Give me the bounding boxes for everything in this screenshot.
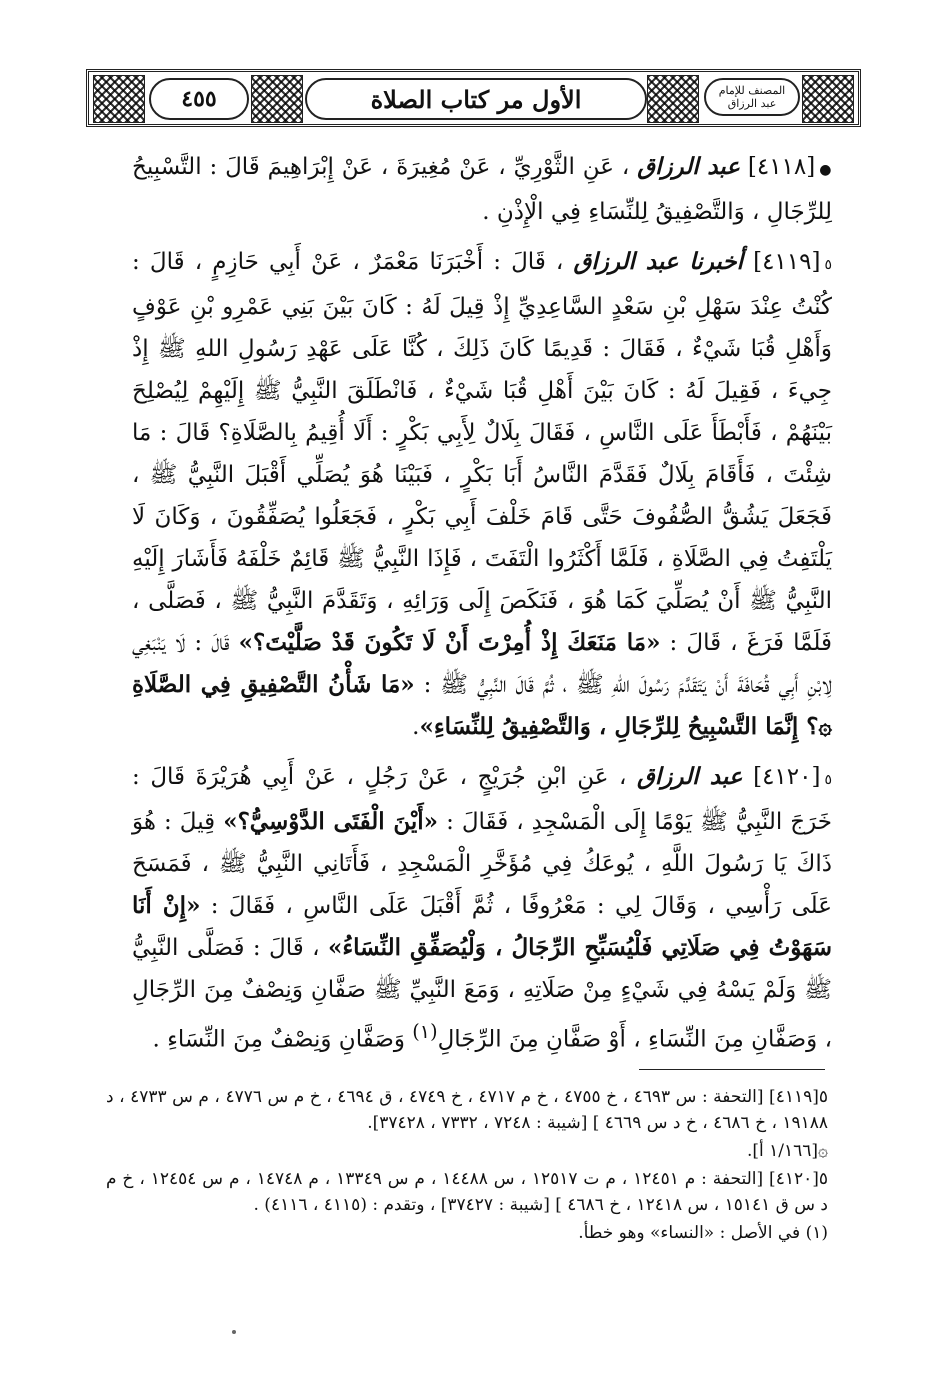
entry-marker: ٥ — [824, 257, 832, 273]
entry-text: قَالَ : لَا يَنْبَغِي لِابْنِ أَبِي قُحَافَةَ أَنْ يَتَقَدَّمَ رَسُولَ اللهِ ﷺ ، ثُمَّ قَالَ النَّبِيُّ ﷺ : — [132, 630, 832, 698]
footnote-divider — [639, 1069, 825, 1070]
entry-number: [٤١١٩] — [753, 249, 821, 275]
running-header — [86, 69, 861, 127]
entry-author: أخبرنا عبد الرزاق — [573, 248, 743, 275]
footnote-1: (١) في الأصل : «النساء» وهو خطأ. — [578, 1223, 828, 1243]
entry-text: ، عَنِ ابْنِ جُرَيْجٍ ، عَنْ رَجُلٍ ، عَنْ أَبِي هُرَيْرَةَ قَالَ : خَرَجَ النَّبِيُّ ﷺ يَوْمًا إِلَى الْمَسْجِدِ ، فَقَالَ : — [132, 764, 833, 835]
hadith-entry-4119 — [132, 241, 832, 748]
entry-text: ، قَالَ : أَخْبَرَنَا مَعْمَرٌ ، عَنْ أَبِي حَازِمٍ ، قَالَ : كُنْتُ عِنْدَ سَهْلِ بْنِ سَعْدٍ السَّاعِدِيِّ إِذْ قِيلَ لَهُ : كَانَ بَيْنَ بَنِي عَمْرِو بْنِ عَوْفٍ وَأَهْلِ قُبَا شَيْءٌ ، فَقَالَ : قَدِيمًا كَانَ ذَلِكَ ، كُنَّا عَلَى عَهْدِ رَسُولِ اللهِ ﷺ إِذْ جِيءَ ، فَقِيلَ لَهُ : كَانَ بَيْنَ أَهْلِ قُبَا شَيْءٌ ، فَانْطَلَقَ النَّبِيُّ ﷺ إِلَيْهِمْ لِيُصْلِحَ بَيْنَهُمْ ، فَأَبْطَأَ عَلَى النَّاسِ ، فَقَالَ بِلَالٌ لِأَبِي بَكْرٍ : أَلَا أُقِيمُ بِالصَّلَاةِ؟ قَالَ : مَا شِئْتَ ، فَأَقَامَ بِلَالٌ فَقَدَّمَ النَّاسُ أَبَا بَكْرٍ ، فَبَيْنَا هُوَ يُصَلِّي أَقْبَلَ النَّبِيُّ ﷺ ، فَجَعَلَ يَشُقُّ الصُّفُوفَ حَتَّى قَامَ خَلْفَ أَبِي بَكْرٍ ، فَجَعَلُوا يُصَفِّقُونَ ، وَكَانَ لَا يَلْتَفِتُ فِي الصَّلَاةِ ، فَلَمَّا أَكْثَرُوا الْتَفَتَ ، فَإِذَا النَّبِيُّ ﷺ قَائِمٌ خَلْفَهُ فَأَشَارَ إِلَيْهِ النَّبِيُّ ﷺ أَنْ يُصَلِّيَ كَمَا هُوَ ، فَنَكَصَ إِلَى وَرَائِهِ ، وَتَقَدَّمَ النَّبِيُّ ﷺ ، فَصَلَّى ، فَلَمَّا فَرَغَ ، قَالَ : — [132, 249, 833, 656]
prophetic-quote: «إِنْ أَنَا سَهَوْتُ فِي صَلَاتِي فَلْيُسَبِّحِ الرِّجَالُ ، وَلْيُصَفِّقِ النِّسَاءُ» — [132, 892, 832, 961]
hadith-entry-4118 — [132, 146, 832, 233]
main-text — [132, 146, 832, 1069]
ornament-mid-left — [251, 75, 303, 123]
prophetic-quote: «مَا شَأْنُ التَّصْفِيقِ فِي الصَّلَاةِ ۞؟ إِنَّمَا التَّسْبِيحُ لِلرِّجَالِ ، وَالتَّصْفِيقُ لِلنِّسَاءِ» — [132, 671, 832, 740]
ornament-right — [802, 75, 854, 123]
entry-text: ، قَالَ : فَصَلَّى النَّبِيُّ ﷺ وَلَمْ يَسْهُ فِي شَيْءٍ مِنْ صَلَاتِهِ ، وَمَعَ النَّبِيِّ ﷺ صَفَّانِ وَنِصْفٌ مِنَ الرِّجَالِ ، وَصَفَّانِ مِنَ النِّسَاءِ ، أَوْ صَفَّانِ مِنَ الرِّجَالِ — [132, 935, 832, 1053]
entry-text: قِيلَ : هُوَ ذَاكَ يَا رَسُولَ اللَّهِ ، يُوعَكُ فِي مُؤَخَّرِ الْمَسْجِدِ ، فَأَتَانِي النَّبِيُّ ﷺ ، فَمَسَحَ عَلَى رَأْسِي ، وَقَالَ لِي : مَعْرُوفًا ، ثُمَّ أَقْبَلَ عَلَى النَّاسِ ، فَقَالَ : — [132, 809, 833, 919]
hadith-entry-4120 — [132, 756, 832, 1061]
entry-text: ، عَنِ الثَّوْرِيِّ ، عَنْ مُغِيرَةَ ، عَنْ إِبْرَاهِيمَ قَالَ : التَّسْبِيحُ لِلرِّجَالِ ، وَالتَّصْفِيقُ لِلنِّسَاءِ فِي الْإِذْنِ . — [132, 154, 832, 225]
ornament-mid-right — [647, 75, 699, 123]
entry-marker: ٥ — [824, 772, 832, 788]
paper-speck — [232, 1330, 236, 1334]
footnote-4119: ٥[٤١١٩] [التحفة : س ٤٦٩٣ ، خ ٤٧٥٥ ، خ م ٤٧١٧ ، خ ٤٧٤٩ ، ق ٤٦٩٤ ، خ م س ٤٧٧٦ ، م س ٤٧٣٣ ، د ١٩١٨٨ ، خ ٤٦٨٦ ، خ د س ٤٦٦٩ ] [شيبة : ٧٢٤٨ ، ٧٣٣٢ ، ٣٧٤٢٨]. — [106, 1087, 828, 1133]
ornament-left — [93, 75, 145, 123]
prophetic-quote: «أَيْنَ الْفَتَى الدَّوْسِيُّ؟» — [223, 808, 439, 835]
entry-author: عبد الرزاق — [637, 763, 743, 790]
book-logo: المصنف للإمام عبد الرزاق — [704, 78, 800, 116]
footnotes — [106, 1084, 828, 1248]
footnote-reference: (١) — [412, 1020, 438, 1043]
page-number: ٤٥٥ — [149, 78, 249, 120]
entry-text: وَصَفَّانِ وَنِصْفٌ مِنَ النِّسَاءِ . — [152, 1026, 405, 1053]
footnote-4120: ٥[٤١٢٠] [التحفة : م ١٢٤٥١ ، م ت ١٢٥١٧ ، س ١٤٤٨٨ ، م س ١٣٣٤٩ ، م ١٤٧٤٨ ، م س ١٢٤٥٤ ، خ م د س ق ١٥١٤١ ، س ١٢٤١٨ ، خ ٤٦٨٦ ] [شيبة : ٣٧٤٢٧] ، وتقدم : (٤١١٥ ، ٤١١٦) . — [106, 1169, 829, 1215]
entry-number: [٤١٢٠] — [753, 764, 821, 790]
entry-marker: ● — [819, 162, 833, 178]
entry-end: . — [412, 714, 420, 740]
entry-number: [٤١١٨] — [747, 154, 816, 180]
entry-author: عبد الرزاق — [637, 153, 740, 180]
chapter-title: الأول مر كتاب الصلاة — [305, 78, 647, 120]
footnote-folio: ۞[١/١٦٦ أ]. — [746, 1141, 828, 1161]
prophetic-quote: «مَا مَنَعَكَ إِذْ أُمِرْتَ أَنْ لَا تَكُونَ قَدْ صَلَّيْتَ؟» — [238, 629, 661, 656]
